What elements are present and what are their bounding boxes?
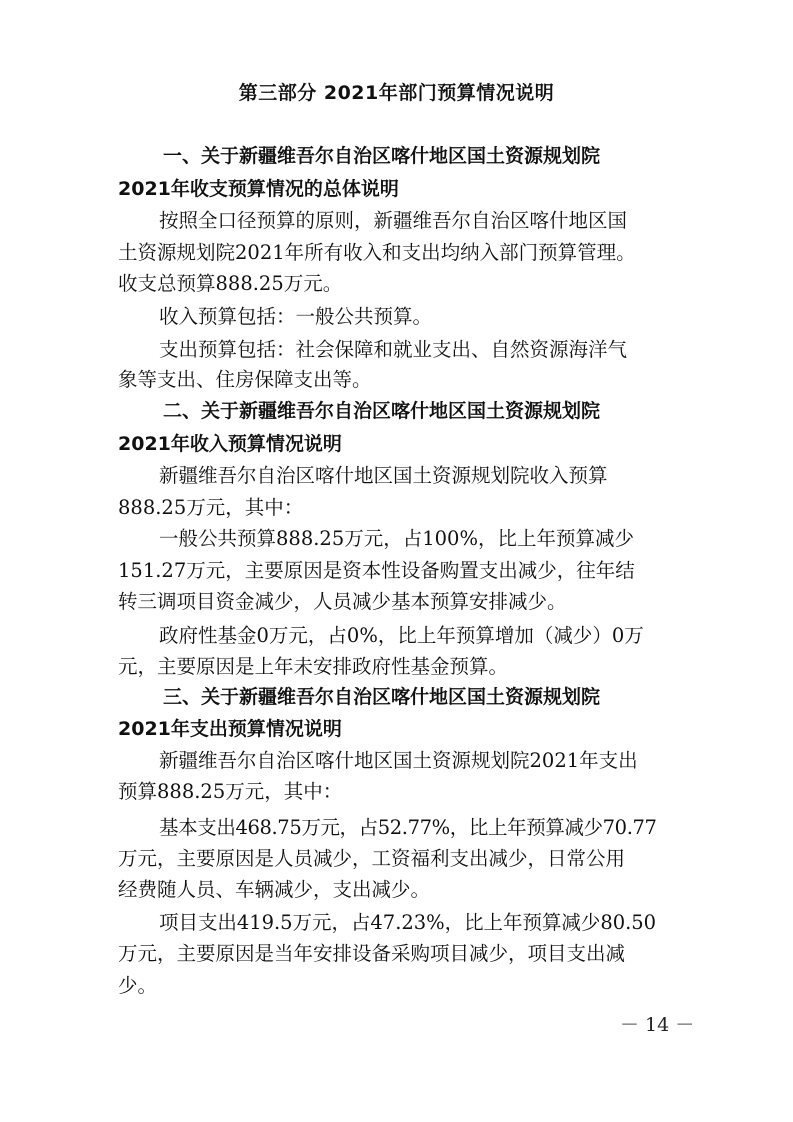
section-2-para-3-line-2: 元，主要原因是上年未安排政府性基金预算。	[118, 655, 509, 678]
section-1-para-3-line-2: 象等支出、住房保障支出等。	[118, 368, 372, 391]
section-1-para-1-line-1: 按照全口径预算的原则，新疆维吾尔自治区喀什地区国	[159, 209, 628, 232]
section-1-para-1-line-3: 收支总预算888.25万元。	[118, 272, 343, 295]
section-3-heading-line-1: 三、关于新疆维吾尔自治区喀什地区国土资源规划院	[163, 686, 601, 708]
section-2-para-1-line-1: 新疆维吾尔自治区喀什地区国土资源规划院收入预算	[159, 464, 608, 487]
section-1-heading-line-2: 2021年收支预算情况的总体说明	[118, 178, 399, 200]
page-title: 第三部分 2021年部门预算情况说明	[238, 82, 555, 104]
section-3-para-3-line-2: 万元，主要原因是当年安排设备采购项目减少，项目支出减	[118, 942, 626, 965]
section-3-para-2-line-2: 万元，主要原因是人员减少，工资福利支出减少，日常公用	[118, 847, 626, 870]
section-3-para-2-line-3: 经费随人员、车辆减少，支出减少。	[118, 878, 431, 901]
section-2-heading-line-1: 二、关于新疆维吾尔自治区喀什地区国土资源规划院	[163, 400, 601, 422]
section-1-para-2-line-1: 收入预算包括：一般公共预算。	[159, 305, 433, 328]
section-2-para-2-line-3: 转三调项目资金减少，人员减少基本预算安排减少。	[118, 590, 567, 613]
section-2-para-2-line-1: 一般公共预算888.25万元，占100%，比上年预算减少	[159, 527, 634, 550]
section-3-para-1-line-2: 预算888.25万元，其中：	[118, 780, 343, 803]
section-2-para-2-line-2: 151.27万元，主要原因是资本性设备购置支出减少，往年结	[118, 559, 635, 582]
section-3-para-1-line-1: 新疆维吾尔自治区喀什地区国土资源规划院2021年支出	[159, 749, 638, 772]
section-2-heading-line-2: 2021年收入预算情况说明	[118, 433, 342, 455]
page-number: － 14 －	[620, 1014, 695, 1036]
section-3-para-3-line-3: 少。	[118, 974, 158, 997]
section-3-para-2-line-1: 基本支出468.75万元，占52.77%，比上年预算减少70.77	[159, 816, 657, 839]
section-1-para-1-line-2: 土资源规划院2021年所有收入和支出均纳入部门预算管理。	[118, 241, 636, 264]
section-2-para-3-line-1: 政府性基金0万元，占0%，比上年预算增加（减少）0万	[159, 624, 644, 647]
section-3-para-3-line-1: 项目支出419.5万元，占47.23%，比上年预算减少80.50	[159, 911, 657, 934]
section-2-para-1-line-2: 888.25万元，其中：	[118, 496, 304, 519]
section-1-para-3-line-1: 支出预算包括：社会保障和就业支出、自然资源海洋气	[159, 338, 628, 361]
section-1-heading-line-1: 一、关于新疆维吾尔自治区喀什地区国土资源规划院	[163, 145, 601, 167]
section-3-heading-line-2: 2021年支出预算情况说明	[118, 718, 342, 740]
